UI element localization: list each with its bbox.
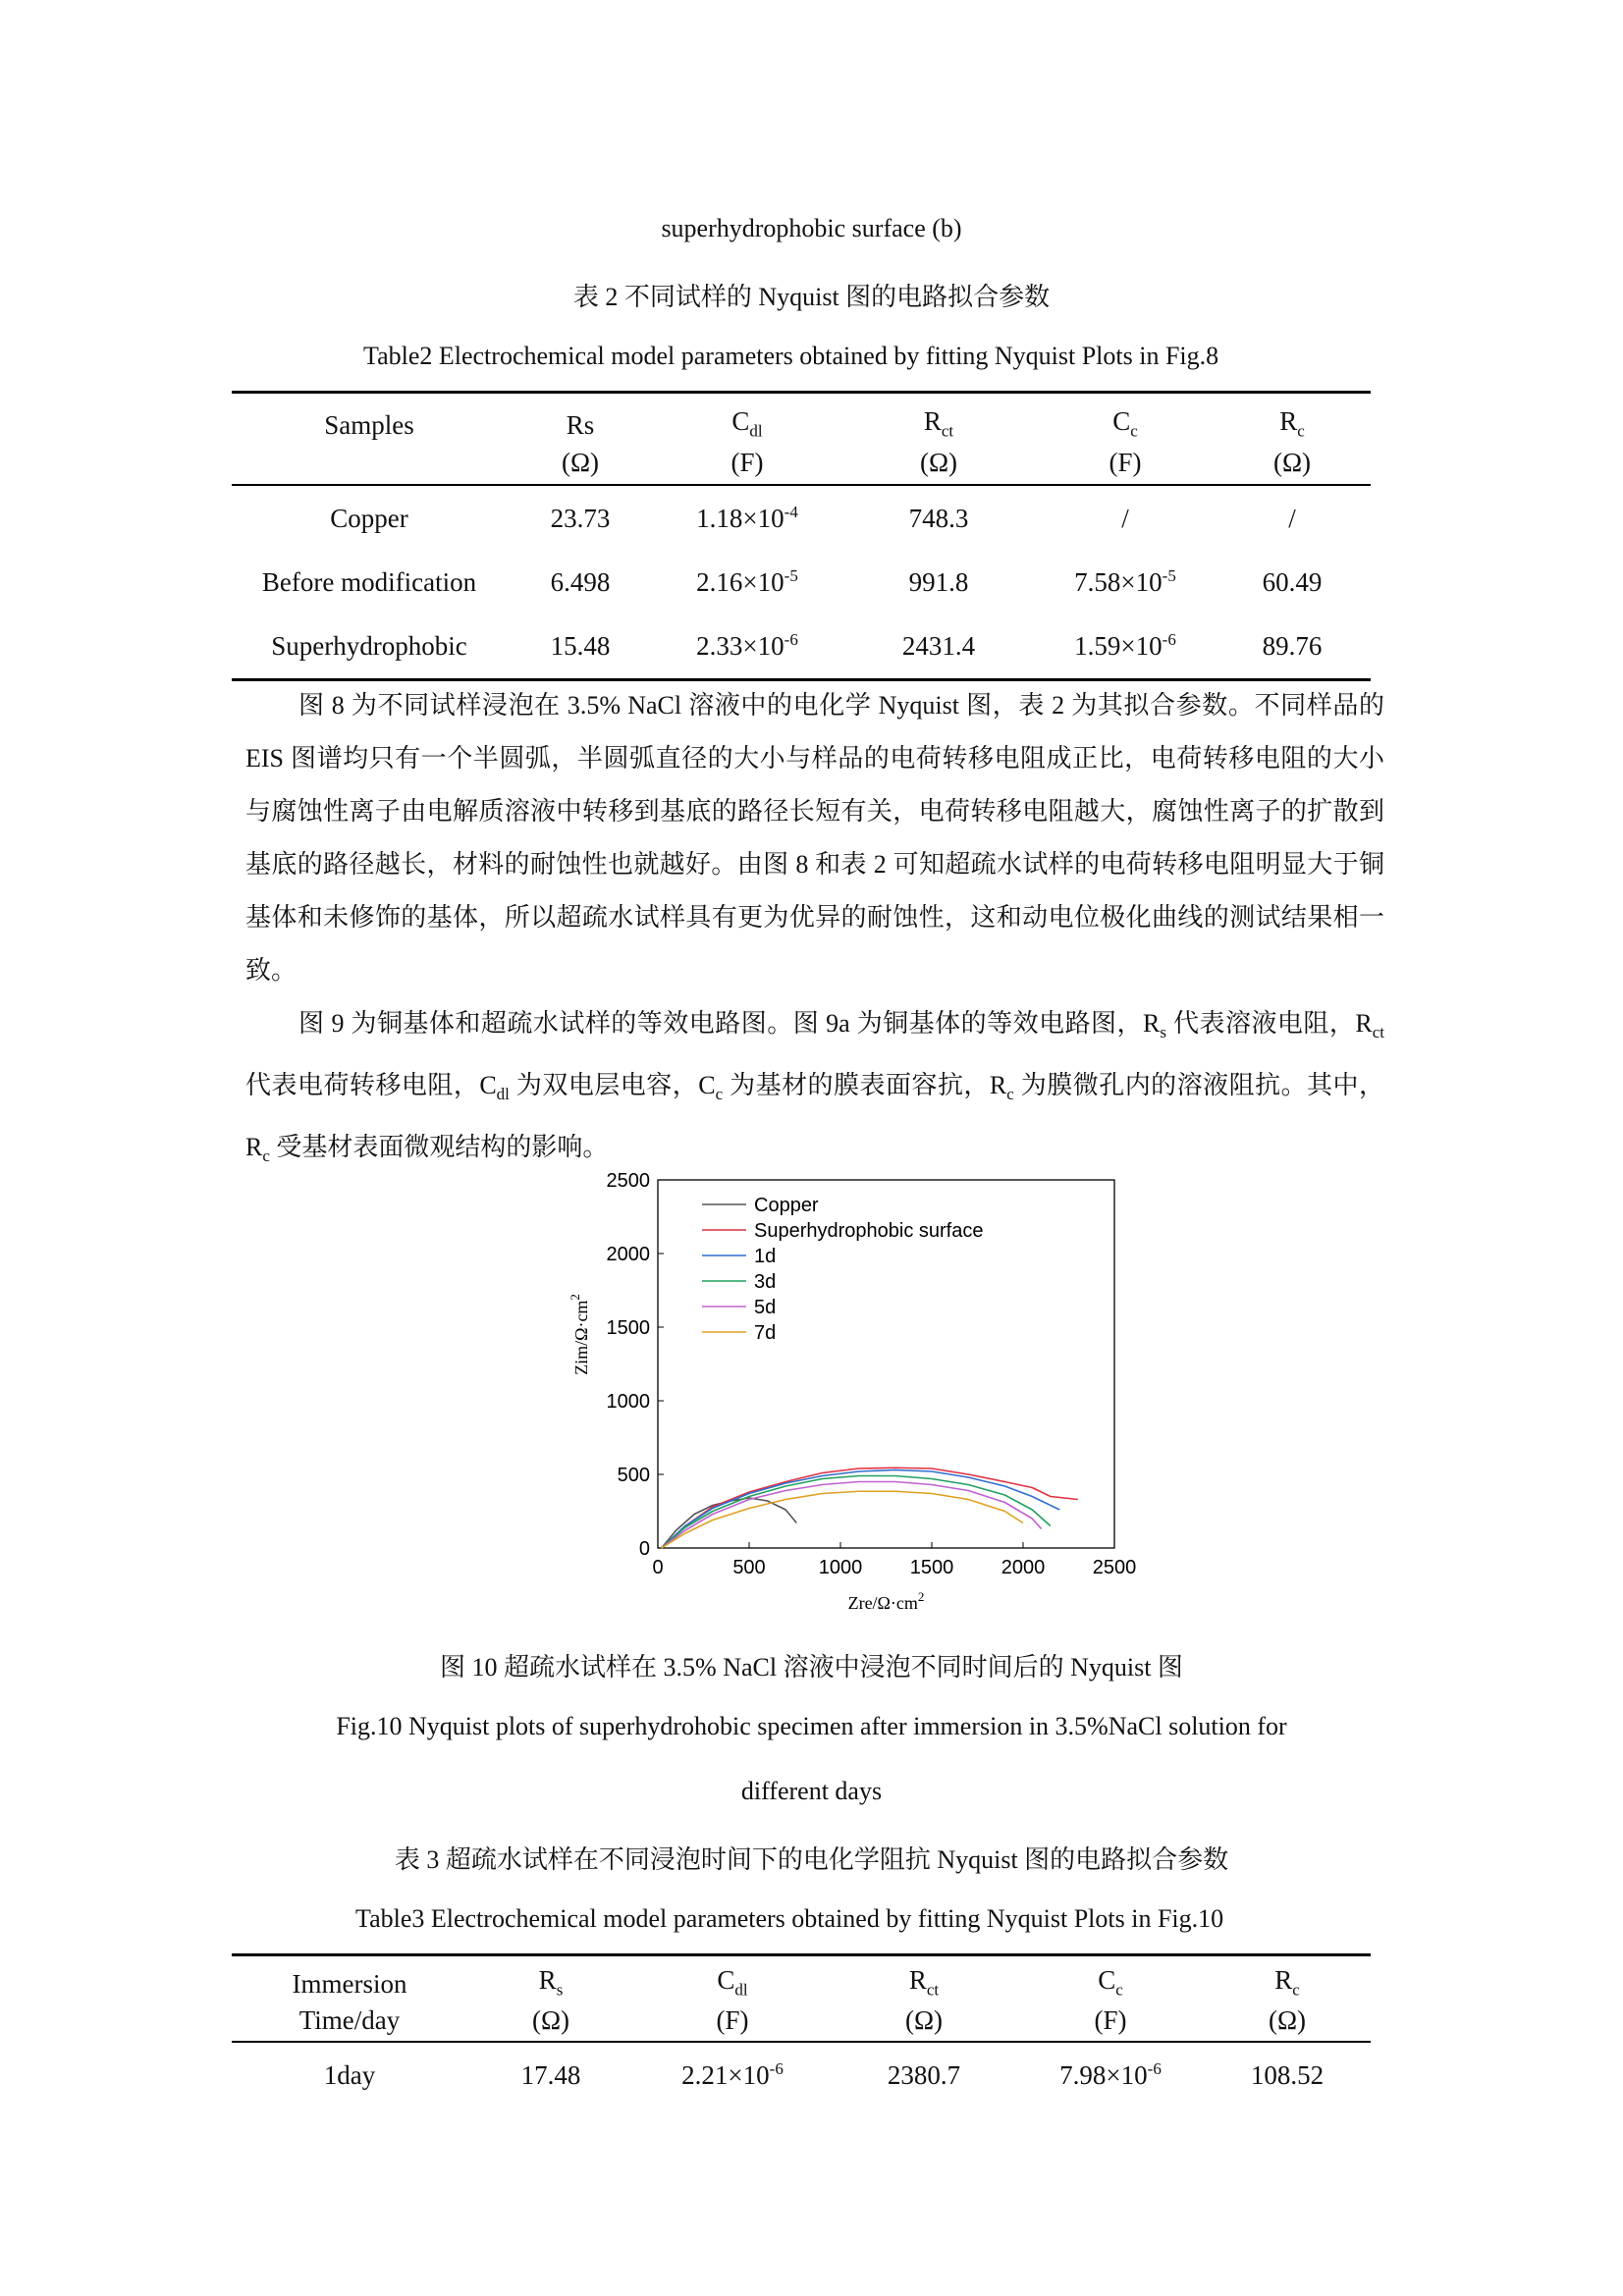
table3 xyxy=(232,1953,1371,2108)
legend-label: 5d xyxy=(754,1297,777,1318)
table-row xyxy=(232,485,1371,551)
t2-cell: 89.76 xyxy=(1262,630,1323,661)
y-tick-label: 1000 xyxy=(606,1391,650,1413)
y-tick-label: 2500 xyxy=(606,1170,650,1192)
t3-h-immersion: Immersion xyxy=(292,1969,407,1999)
t2-cell: 15.48 xyxy=(550,630,611,661)
t2-cell: 991.8 xyxy=(908,566,969,597)
paragraph-1: 图 8 为不同试样浸泡在 3.5% NaCl 溶液中的电化学 Nyquist 图，表 2 为其拟合参数。不同样品的 EIS 图谱均只有一个半圆弧，半圆弧直径的大小与样品的电荷转移电阻成正比，电荷转移电阻的大小与腐蚀性离子由电解质溶液中转移到基底的路径长短有关，电荷转移电阻越大，腐蚀性离子的扩散到基底的路径越长，材料的耐蚀性也就越好。由图 8 和表 2 可知超疏水试样的电荷转移电阻明显大于铜基体和未修饰的基体，所以超疏水试样具有更为优异的耐蚀性，这和动电位极化曲线的测试结果相一致。 xyxy=(245,691,1384,985)
t2-h-rct: $R_{ct}$ xyxy=(923,405,954,440)
t2-u-rs: (Ω) xyxy=(561,447,600,477)
t2-cell: $7.58\times 10^{-5}$ xyxy=(1074,566,1176,597)
x-axis-label: Zre/$\Omega\cdot cm^2$ xyxy=(847,1589,925,1613)
legend-label: 7d xyxy=(754,1322,777,1344)
t2-cell: 748.3 xyxy=(908,503,969,533)
t3-u-cdl: (F) xyxy=(716,2004,749,2035)
t2-cell: 2431.4 xyxy=(901,630,976,661)
series-line-copper xyxy=(662,1498,797,1548)
x-tick-label: 2000 xyxy=(1001,1557,1046,1578)
t2-cell: $2.16\times 10^{-5}$ xyxy=(696,566,798,597)
x-tick-label: 1000 xyxy=(818,1557,863,1578)
t3-h-rc: $R_c$ xyxy=(1274,1964,1300,1999)
t3-u-rct: (Ω) xyxy=(904,2004,944,2035)
x-tick-label: 0 xyxy=(652,1557,664,1578)
t3-h-rs: $R_s$ xyxy=(538,1964,564,1999)
t2-cell: $1.18\times 10^{-4}$ xyxy=(696,503,798,533)
table-row xyxy=(232,614,1371,680)
t3-h-cc: $C_c$ xyxy=(1098,1964,1123,1999)
table3-title-cn: 表 3 超疏水试样在不同浸泡时间下的电化学阻抗 Nyquist 图的电路拟合参数 xyxy=(394,1845,1229,1874)
t2-h-rc: $R_c$ xyxy=(1279,405,1305,440)
t3-u-cc: (F) xyxy=(1094,2004,1127,2035)
t2-cell: / xyxy=(1121,504,1129,533)
t2-cell: / xyxy=(1288,503,1296,533)
fig10-caption-en-1: Fig.10 Nyquist plots of superhydrohobic specimen after immersion in 3.5%NaCl solution for xyxy=(336,1712,1287,1740)
paragraph-2: 图 9 为铜基体和超疏水试样的等效电路图。图 9a 为铜基体的等效电路图，$R_s$ 代表溶液电阻，$R_{ct}$ 代表电荷转移电阻，$C_{dl}$ 为双电层电容，$C_c$ 为基材的膜表面容抗，$R_c$ 为膜微孔内的溶液阻抗。其中，$R_c$ 受基材表面微观结构的影响。 xyxy=(245,1009,1385,1166)
t2-h-samples: Samples xyxy=(324,410,414,440)
t3-cell: 108.52 xyxy=(1250,2059,1325,2090)
x-tick-label: 500 xyxy=(732,1557,766,1578)
fig10-caption-cn: 图 10 超疏水试样在 3.5% NaCl 溶液中浸泡不同时间后的 Nyquist 图 xyxy=(440,1653,1183,1682)
y-tick-label: 0 xyxy=(638,1538,650,1560)
t3-u-rc: (Ω) xyxy=(1268,2004,1307,2035)
t2-cell: Copper xyxy=(330,503,408,533)
t2-u-rc: (Ω) xyxy=(1272,447,1312,477)
t3-cell: $2.21\times 10^{-6}$ xyxy=(681,2059,784,2090)
legend-label: 1d xyxy=(754,1246,777,1267)
t3-u-rs: (Ω) xyxy=(531,2004,570,2035)
nyquist-chart xyxy=(550,1168,1139,1629)
t2-h-cc: $C_c$ xyxy=(1112,405,1138,440)
t3-h-cdl: $C_{dl}$ xyxy=(717,1964,748,1999)
t2-cell: $2.33\times 10^{-6}$ xyxy=(696,630,798,661)
t3-cell: 17.48 xyxy=(520,2059,581,2090)
body-text xyxy=(245,679,1384,1184)
t2-cell: Superhydrophobic xyxy=(271,630,467,661)
y-tick-label: 2000 xyxy=(606,1244,650,1265)
y-tick-label: 500 xyxy=(617,1465,650,1486)
t2-h-cdl: $C_{dl}$ xyxy=(731,405,763,440)
t2-u-cc: (F) xyxy=(1109,447,1142,477)
table2 xyxy=(232,391,1371,681)
legend-label: Superhydrophobic surface xyxy=(754,1220,984,1242)
t3-cell: $7.98\times 10^{-6}$ xyxy=(1059,2059,1162,2090)
fig9-caption-tail: superhydrophobic surface (b) xyxy=(661,214,962,242)
t2-u-rct: (Ω) xyxy=(919,447,958,477)
t2-cell: 6.498 xyxy=(550,566,611,597)
table-row xyxy=(232,551,1371,614)
t3-h-immersion-2: Time/day xyxy=(298,2004,401,2035)
t2-cell: 23.73 xyxy=(550,503,611,533)
t3-cell: 1day xyxy=(323,2059,376,2090)
legend-label: 3d xyxy=(754,1271,777,1293)
table2-title-en: Table2 Electrochemical model parameters obtained by fitting Nyquist Plots in Fig.8 xyxy=(363,342,1219,370)
t3-h-rct: $R_{ct}$ xyxy=(908,1964,940,1999)
legend-label: Copper xyxy=(754,1195,819,1216)
table2-title-cn: 表 2 不同试样的 Nyquist 图的电路拟合参数 xyxy=(572,283,1051,311)
x-tick-label: 2500 xyxy=(1092,1557,1137,1578)
table3-title-en: Table3 Electrochemical model parameters obtained by fitting Nyquist Plots in Fig.10 xyxy=(355,1904,1224,1933)
t2-h-rs: Rs xyxy=(566,410,595,440)
table-row xyxy=(232,2042,1371,2108)
fig10-caption-en-2: different days xyxy=(740,1777,883,1805)
t2-u-cdl: (F) xyxy=(730,447,764,477)
t2-cell: Before modification xyxy=(261,566,477,597)
y-tick-label: 1500 xyxy=(606,1317,650,1339)
y-axis-label: Zim/$\Omega\cdot cm^2$ xyxy=(568,1294,591,1375)
x-tick-label: 1500 xyxy=(909,1557,954,1578)
t3-cell: 2380.7 xyxy=(887,2059,961,2090)
t2-cell: $1.59\times 10^{-6}$ xyxy=(1074,630,1176,661)
t2-cell: 60.49 xyxy=(1262,566,1323,597)
series-line-7d xyxy=(662,1491,1023,1548)
